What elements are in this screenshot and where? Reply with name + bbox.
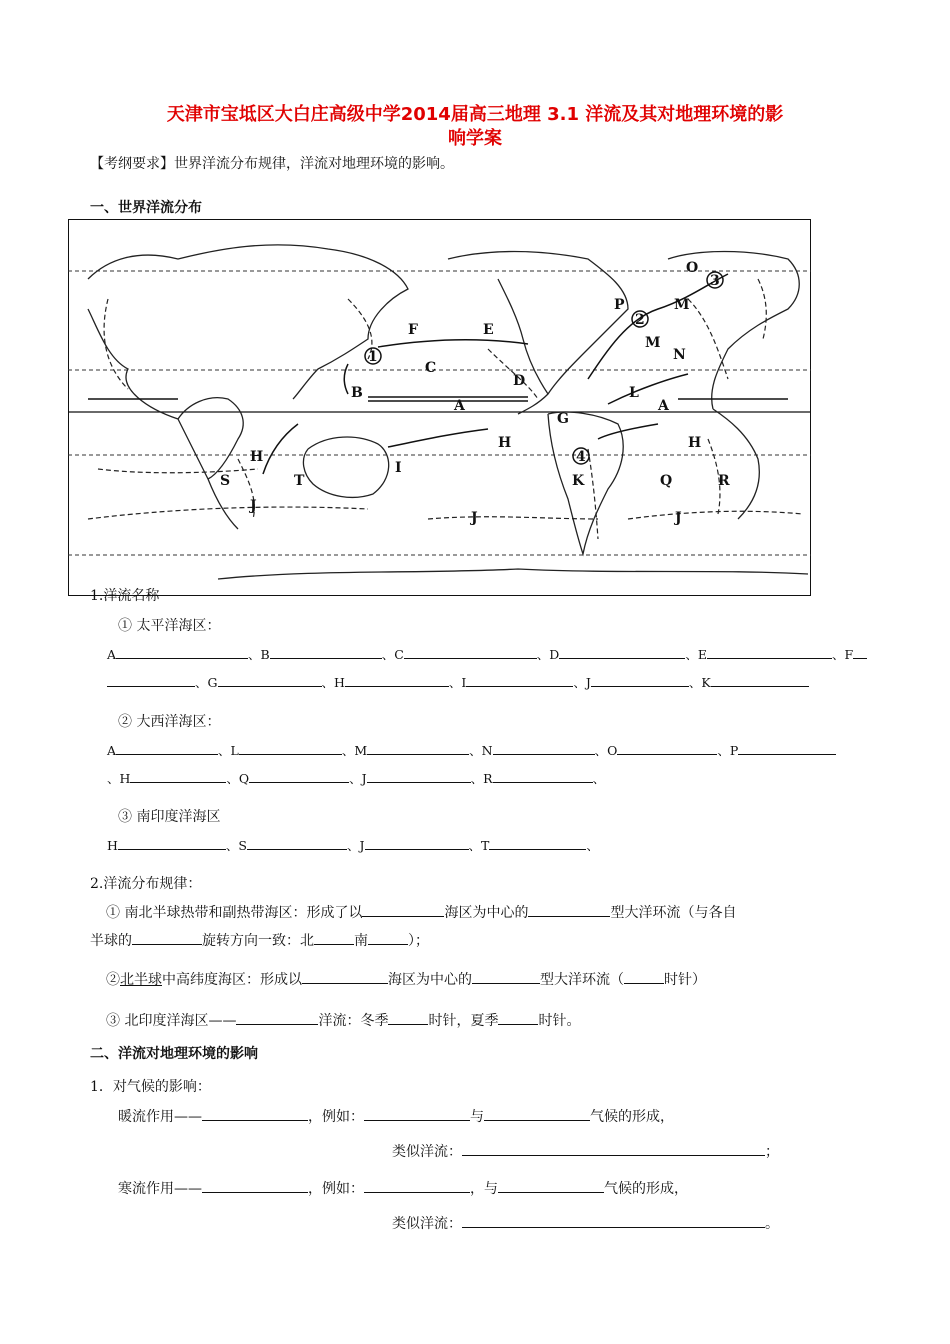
answer-blank[interactable]: [617, 740, 717, 755]
map-label: B: [351, 385, 363, 401]
answer-blank[interactable]: [302, 969, 388, 984]
answer-blank[interactable]: [367, 740, 469, 755]
pacific-row-2: 、G 、H 、I 、J 、K: [107, 672, 809, 691]
answer-blank[interactable]: [368, 930, 408, 945]
map-label: M: [645, 335, 661, 351]
map-label: E: [483, 322, 494, 338]
map-label: G: [557, 411, 569, 427]
answer-blank[interactable]: [484, 1106, 590, 1121]
answer-blank[interactable]: [364, 1178, 470, 1193]
map-label: I: [395, 460, 402, 476]
map-label: N: [673, 347, 686, 363]
q2-item-3: ③ 北印度洋海区—— 洋流：冬季 时针，夏季 时针。: [106, 1010, 580, 1030]
answer-blank[interactable]: [498, 1178, 604, 1193]
answer-blank[interactable]: [489, 835, 586, 850]
map-label: H: [688, 435, 702, 451]
ocean-current-map: [68, 219, 811, 596]
q2-item-2: ②北半球中高纬度海区：形成以 海区为中心的 型大洋环流（ 时针）: [106, 969, 706, 989]
answer-blank[interactable]: [388, 1010, 428, 1025]
map-label: 4: [576, 449, 586, 465]
title-line-1: 天津市宝坻区大白庄高级中学2014届高三地理 3.1 洋流及其对地理环境的影: [166, 104, 784, 125]
exam-requirement: 【考纲要求】世界洋流分布规律，洋流对地理环境的影响。: [90, 156, 454, 172]
answer-blank[interactable]: [498, 1010, 538, 1025]
answer-blank[interactable]: [367, 768, 471, 783]
map-label: P: [614, 297, 625, 313]
pacific-row-1: A 、B 、C 、D 、E 、F: [107, 644, 867, 663]
answer-blank[interactable]: [116, 644, 248, 659]
atlantic-row-2: 、H 、Q 、J 、R 、: [107, 768, 605, 787]
map-label: S: [220, 473, 231, 489]
atlantic-row-1: A 、L 、M 、N 、O 、P: [107, 740, 836, 759]
answer-blank[interactable]: [591, 672, 689, 687]
answer-blank[interactable]: [853, 644, 867, 659]
map-label: K: [572, 473, 585, 489]
q2-item-1: ① 南北半球热带和副热带海区：形成了以 海区为中心的 型大洋环流（与各自: [106, 902, 736, 922]
map-label: D: [513, 373, 526, 389]
answer-blank[interactable]: [249, 768, 349, 783]
answer-blank[interactable]: [624, 969, 664, 984]
indian-row: H 、S 、J 、T 、: [107, 835, 599, 854]
section-2-heading: 二、洋流对地理环境的影响: [90, 1046, 258, 1062]
map-label: J: [250, 498, 257, 514]
map-label: R: [718, 473, 730, 489]
title-line-2: 响学案: [448, 128, 502, 149]
map-label: 3: [710, 273, 720, 289]
map-label: J: [471, 510, 478, 526]
map-label: T: [294, 473, 305, 489]
answer-blank[interactable]: [130, 768, 226, 783]
map-label: L: [629, 385, 639, 401]
map-label: O: [686, 260, 699, 276]
answer-blank[interactable]: [202, 1106, 308, 1121]
q2-item-1-cont: 半球的 旋转方向一致：北 南 ）；: [90, 930, 429, 950]
q1-heading: 1.洋流名称: [90, 588, 160, 604]
map-label: H: [250, 449, 264, 465]
map-label: A: [454, 398, 465, 414]
answer-blank[interactable]: [362, 902, 444, 917]
answer-blank[interactable]: [236, 1010, 318, 1025]
answer-blank[interactable]: [707, 644, 832, 659]
map-label: Q: [660, 473, 673, 489]
climate-heading: 1．对气候的影响：: [90, 1079, 211, 1095]
answer-blank[interactable]: [528, 902, 610, 917]
answer-blank[interactable]: [466, 672, 573, 687]
atlantic-heading: ② 大西洋海区：: [118, 714, 221, 730]
warm-current-line: 暖流作用—— ，例如： 与 气候的形成，: [118, 1106, 674, 1126]
answer-blank[interactable]: [493, 768, 593, 783]
answer-blank[interactable]: [118, 835, 226, 850]
answer-blank[interactable]: [270, 644, 382, 659]
map-label: C: [425, 360, 437, 376]
answer-blank[interactable]: [462, 1213, 765, 1228]
cold-similar-line: 类似洋流： 。: [392, 1213, 779, 1233]
answer-blank[interactable]: [365, 835, 469, 850]
answer-blank[interactable]: [462, 1141, 765, 1156]
answer-blank[interactable]: [107, 672, 195, 687]
q2-heading: 2.洋流分布规律：: [90, 876, 202, 892]
warm-similar-line: 类似洋流： ；: [392, 1141, 779, 1161]
indian-heading: ③ 南印度洋海区: [118, 809, 221, 825]
section-1-heading: 一、世界洋流分布: [90, 200, 202, 216]
answer-blank[interactable]: [559, 644, 685, 659]
map-label: F: [408, 322, 418, 338]
cold-current-line: 寒流作用—— ，例如： ，与 气候的形成，: [118, 1178, 688, 1198]
answer-blank[interactable]: [132, 930, 202, 945]
answer-blank[interactable]: [493, 740, 595, 755]
map-label: 1: [368, 349, 378, 365]
map-label: 2: [635, 312, 645, 328]
map-label: A: [658, 398, 669, 414]
answer-blank[interactable]: [116, 740, 218, 755]
answer-blank[interactable]: [472, 969, 540, 984]
answer-blank[interactable]: [202, 1178, 308, 1193]
answer-blank[interactable]: [239, 740, 342, 755]
answer-blank[interactable]: [247, 835, 347, 850]
answer-blank[interactable]: [314, 930, 354, 945]
map-label: J: [675, 510, 682, 526]
answer-blank[interactable]: [218, 672, 322, 687]
answer-blank[interactable]: [711, 672, 809, 687]
answer-blank[interactable]: [738, 740, 836, 755]
answer-blank[interactable]: [364, 1106, 470, 1121]
pacific-heading: ① 太平洋海区：: [118, 618, 221, 634]
map-label: H: [498, 435, 512, 451]
answer-blank[interactable]: [404, 644, 537, 659]
map-label: M: [674, 297, 690, 313]
answer-blank[interactable]: [345, 672, 449, 687]
